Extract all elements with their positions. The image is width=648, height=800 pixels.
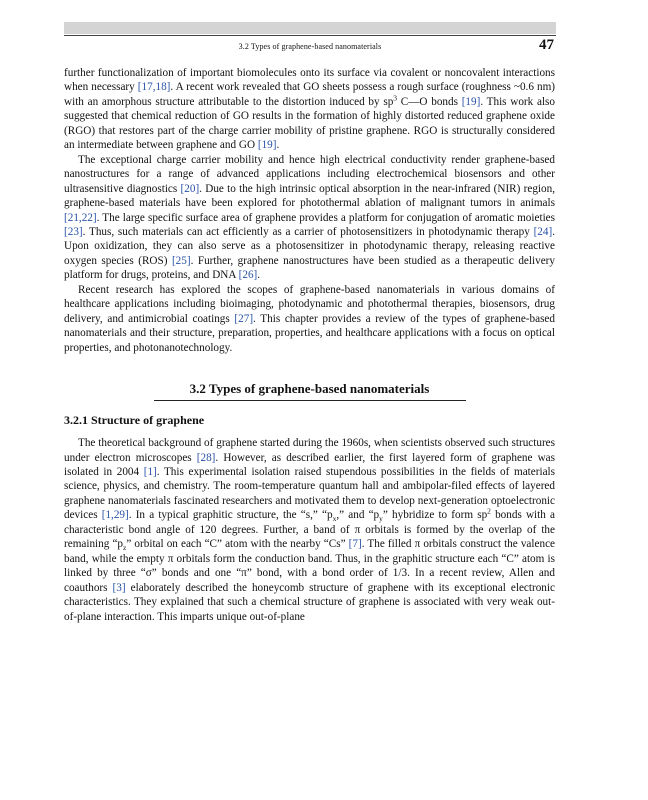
text-run: bonds with a characteristic bond angle of 120 degrees. Further, a band of π orbitals is formed by the overlap of the remaining “p <box>64 509 555 551</box>
text-run: C—O bonds <box>397 95 462 108</box>
citation-link[interactable]: [3] <box>112 581 126 594</box>
running-header <box>64 35 556 58</box>
subscript: y <box>379 514 383 524</box>
subsection-heading: 3.2.1 Structure of graphene <box>64 413 205 428</box>
text-run: ” hybridize to form sp <box>382 509 488 522</box>
text-run: . Upon oxidization, they can also serve as a photosensitizer in photodynamic therapy, releasing reactive oxygen species (ROS) <box>64 225 555 267</box>
section-heading <box>64 380 555 401</box>
text-run: ” orbital on each “C” atom with the nearby “Cs” <box>126 538 349 551</box>
subscript: z <box>123 543 127 553</box>
citation-link[interactable]: [28] <box>196 451 216 464</box>
text-run: . This work also suggested that chemical reduction of GO results in the formation of highly distorted reduced graphene oxide (RGO) that restores part of the charge carrier mobility of pristine graphene. RGO is structurally considered an intermediate between graphene and GO <box>64 95 555 152</box>
text-run: . Due to the high intrinsic optical absorption in the near-infrared (NIR) region, graphene-based materials have been explored for photothermal ablation of malignant tumors in animals <box>64 182 555 210</box>
section-heading-text: 3.2 Types of graphene-based nanomaterials <box>154 381 466 401</box>
citation-link[interactable]: [24] <box>533 225 553 238</box>
text-run: The exceptional charge carrier mobility and hence high electrical conductivity render graphene-based nanostructures for a range of advanced applications including electrochemical biosensors and other ultrasensitive diagnostics <box>64 153 555 195</box>
text-run: . <box>276 139 280 152</box>
citation-link[interactable]: [1] <box>143 465 157 478</box>
citation-link[interactable]: [26] <box>238 269 258 282</box>
citation-link[interactable]: [1,29] <box>101 509 129 522</box>
text-run: . This experimental isolation raised stupendous possibilities in the fields of materials science, physics, and chemistry. The room-temperature quantum hall and ambipolar-filed effects of layered graphene nanomaterials fascinated researchers and motivated them to develop next-generation optoelectronic devices <box>64 465 555 522</box>
superscript: 3 <box>393 93 398 103</box>
citation-link[interactable]: [17,18] <box>137 81 171 94</box>
text-run: The theoretical background of graphene started during the 1960s, when scientists observed such structures under electron microscopes <box>64 437 555 464</box>
text-run: . In a typical graphitic structure, the “s,” “p <box>128 509 333 522</box>
citation-link[interactable]: [21,22] <box>64 211 97 224</box>
page-number: 47 <box>539 37 554 53</box>
paragraph <box>64 153 555 283</box>
header-band <box>64 22 556 34</box>
text-run: ,” and “p <box>336 509 380 522</box>
citation-link[interactable]: [27] <box>234 312 254 325</box>
text-run: Recent research has explored the scopes of graphene-based nanomaterials in various domains of healthcare applications including bioimaging, photodynamic and photothermal therapies, biosensors, drug delivery, and antimicrobial coatings <box>64 283 555 325</box>
text-run: further functionalization of important biomolecules onto its surface via covalent or noncovalent interactions when necessary <box>64 67 555 94</box>
subscript: x <box>332 514 337 524</box>
citation-link[interactable]: [19] <box>257 139 277 152</box>
text-run: . The filled π orbitals construct the valence band, while the empty π orbitals form the conduction band. Thus, in the graphitic structure each “C” atom is linked by three “σ” bonds and one “π” bond, with a bond order of 1/3. In a recent review, Allen and coauthors <box>64 538 555 594</box>
text-run: elaborately described the honeycomb structure of graphene with its exceptional electronic characteristics. They explained that such a chemical structure of graphene is associated with very weak out-of-plane interaction. This imparts unique out-of-plane <box>64 581 555 623</box>
text-run: . Thus, such materials can act efficiently as a carrier of photosensitizers in photodynamic therapy <box>82 225 534 238</box>
citation-link[interactable]: [25] <box>171 254 191 267</box>
text-run: . A recent work revealed that GO sheets possess a rough surface (roughness ~0.6 nm) with an amorphous structure attributable to the distortion induced by sp <box>64 81 555 108</box>
text-run: . This chapter provides a review of the types of graphene-based nanomaterials and their structure, preparation, properties, and healthcare applications with a focus on optical properties, and photonanotechnology. <box>64 312 555 354</box>
citation-link[interactable]: [23] <box>64 225 83 238</box>
running-title: 3.2 Types of graphene-based nanomaterials <box>238 42 382 51</box>
paragraph <box>64 66 555 153</box>
text-run: . Further, graphene nanostructures have been studied as a therapeutic delivery platform for drugs, proteins, and DNA <box>64 254 555 282</box>
citation-link[interactable]: [7] <box>348 538 362 551</box>
body-text <box>64 66 555 624</box>
text-run: . The large specific surface area of graphene provides a platform for conjugation of aromatic moieties <box>96 211 555 224</box>
text-run: . <box>257 269 261 282</box>
paragraph <box>64 283 555 355</box>
text-run: . However, as described earlier, the first layered form of graphene was isolated in 2004 <box>64 451 555 478</box>
superscript: 2 <box>487 506 491 516</box>
paragraph <box>64 436 555 624</box>
citation-link[interactable]: [19] <box>461 95 481 108</box>
citation-link[interactable]: [20] <box>180 182 200 195</box>
